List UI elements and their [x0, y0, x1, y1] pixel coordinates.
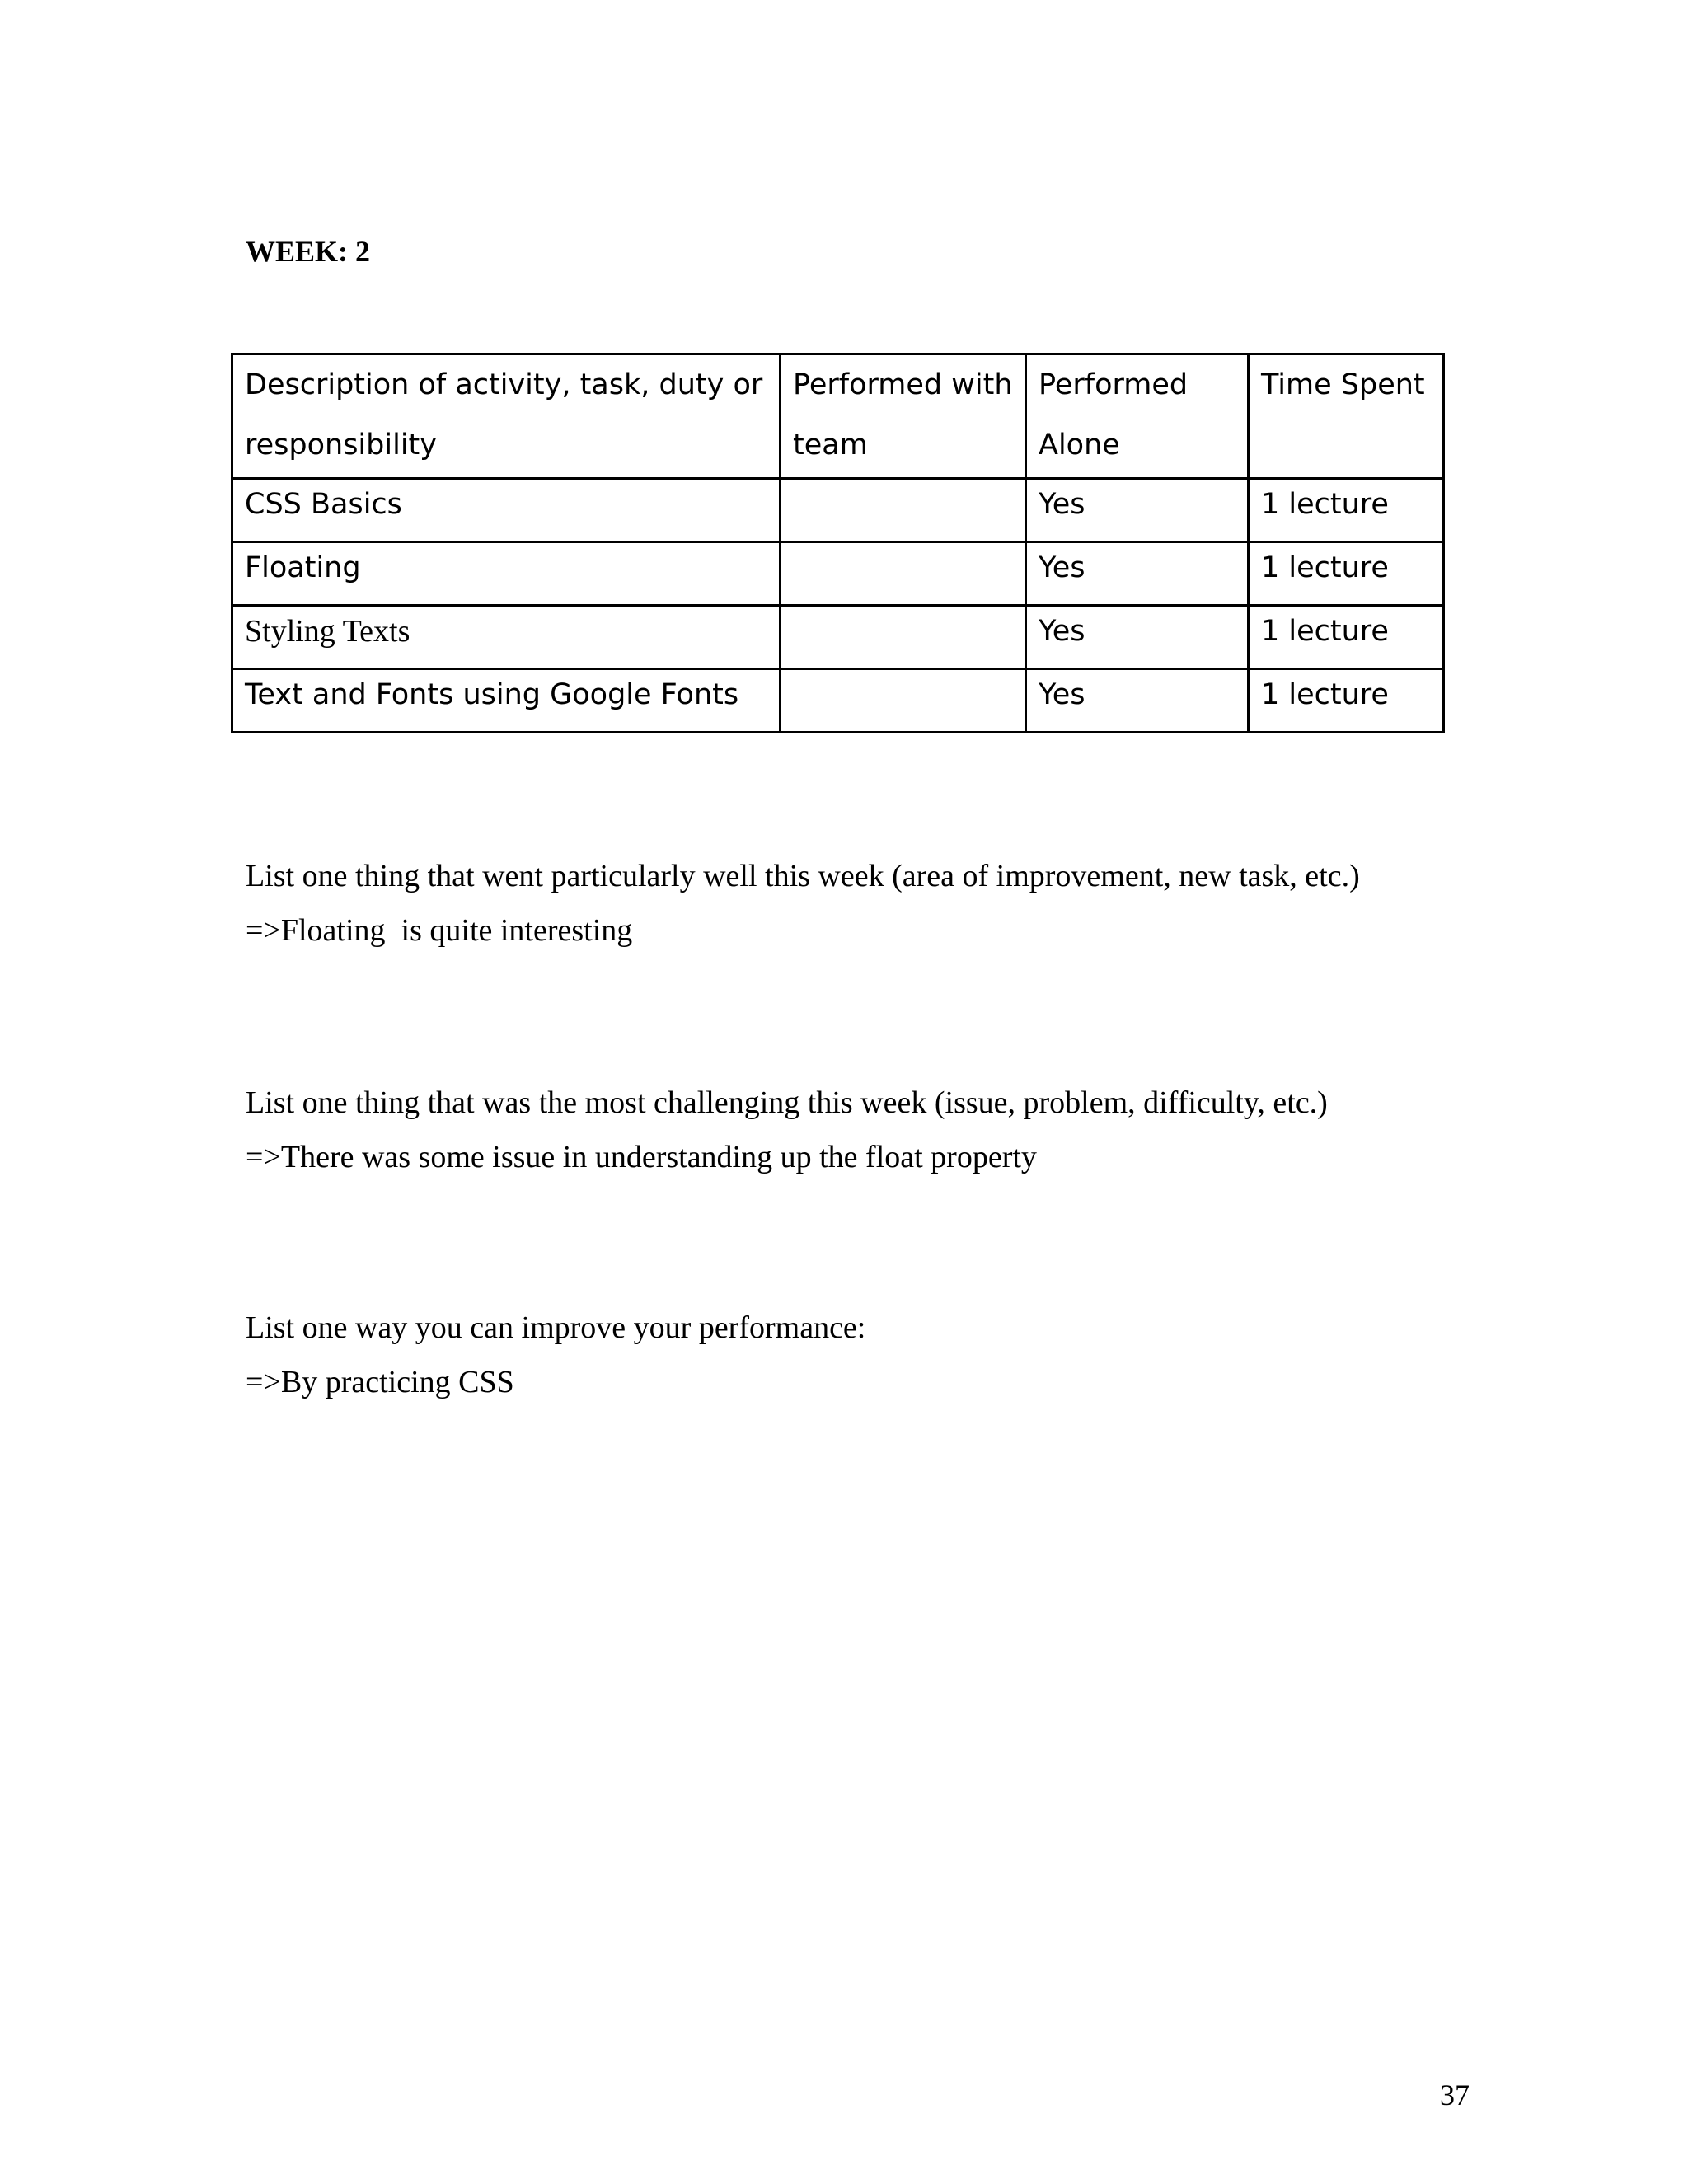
cell-performed-alone: Yes [1026, 606, 1249, 669]
page-number: 37 [1440, 2079, 1470, 2111]
cell-time-spent: 1 lecture [1249, 606, 1444, 669]
cell-performed-alone: Yes [1026, 542, 1249, 606]
question-prompt: List one thing that was the most challenging this week (issue, problem, difficulty, etc.) [246, 1085, 1328, 1120]
column-header-performed-alone: Performed Alone [1026, 354, 1249, 479]
cell-description: Text and Fonts using Google Fonts [232, 669, 781, 733]
column-header-performed-with-team: Performed with team [781, 354, 1026, 479]
question-prompt: List one thing that went particularly well this week (area of improvement, new task, etc.) [246, 859, 1360, 893]
question-went-well [246, 849, 1482, 958]
cell-time-spent: 1 lecture [1249, 542, 1444, 606]
table-row [232, 542, 1444, 606]
column-header-description: Description of activity, task, duty or responsibility [232, 354, 781, 479]
table-row [232, 669, 1444, 733]
question-most-challenging [246, 1076, 1482, 1184]
cell-description: Styling Texts [232, 606, 781, 669]
cell-performed-alone: Yes [1026, 669, 1249, 733]
cell-performed-with-team [781, 606, 1026, 669]
cell-performed-with-team [781, 542, 1026, 606]
cell-time-spent: 1 lecture [1249, 479, 1444, 542]
table-header-row [232, 354, 1444, 479]
table-row [232, 479, 1444, 542]
question-answer: =>Floating is quite interesting [246, 913, 633, 948]
cell-description: CSS Basics [232, 479, 781, 542]
activity-table [231, 353, 1445, 733]
question-answer: =>There was some issue in understanding up the float property [246, 1140, 1037, 1174]
cell-performed-with-team [781, 479, 1026, 542]
table-row [232, 606, 1444, 669]
cell-time-spent: 1 lecture [1249, 669, 1444, 733]
question-prompt: List one way you can improve your performance: [246, 1310, 866, 1345]
cell-performed-with-team [781, 669, 1026, 733]
column-header-time-spent: Time Spent [1249, 354, 1444, 479]
cell-description: Floating [232, 542, 781, 606]
week-heading: WEEK: 2 [246, 235, 371, 268]
cell-performed-alone: Yes [1026, 479, 1249, 542]
question-answer: =>By practicing CSS [246, 1365, 514, 1399]
question-improve-performance [246, 1301, 1482, 1409]
